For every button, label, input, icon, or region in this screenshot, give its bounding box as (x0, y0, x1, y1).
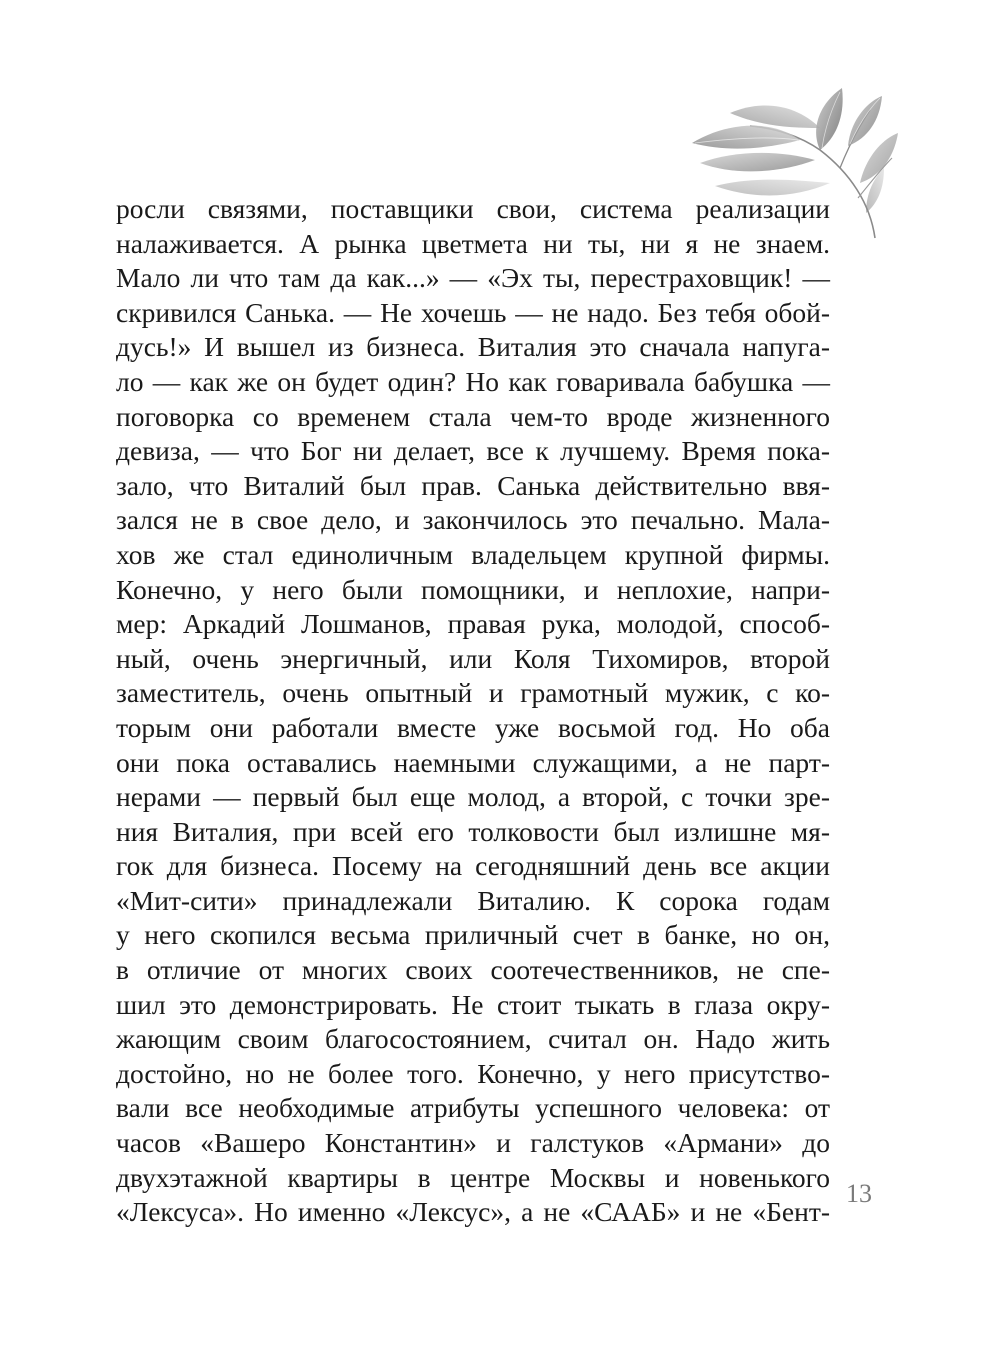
text-line: хов же стал единоличным владельцем крупной фирмы. (116, 538, 830, 570)
text-line: двухэтажной квартиры в центре Москвы и новенького (116, 1161, 830, 1193)
text-line: поговорка со временем стала чем-то вроде жизненного (116, 400, 830, 432)
text-line: дусь!» И вышел из бизнеса. Виталия это сначала напуга- (116, 331, 830, 363)
text-line: у него скопился весьма приличный счет в банке, но он, (116, 919, 830, 951)
text-line: девиза, — что Бог ни делает, все к лучшему. Время пока- (116, 435, 830, 467)
text-line: росли связями, поставщики свои, система реализации (116, 193, 830, 224)
text-line: налаживается. А рынка цветмета ни ты, ни я не знаем. (116, 227, 830, 259)
text-line: жающим своим благосостоянием, считал он. Надо жить (116, 1023, 830, 1055)
text-line: Конечно, у него были помощники, и неплохие, напри- (116, 573, 830, 605)
text-line: скривился Санька. — Не хочешь — не надо. Без тебя обой- (116, 296, 830, 328)
text-line: заместитель, очень опытный и грамотный мужик, с ко- (116, 677, 830, 709)
text-line: достойно, но не более того. Конечно, у него присутство- (116, 1057, 830, 1089)
text-line: в отличие от многих своих соотечественников, не спе- (116, 954, 830, 986)
text-line: мер: Аркадий Лошманов, правая рука, молодой, способ- (116, 608, 830, 640)
page-number: 13 (846, 1179, 872, 1208)
text-line: торым они работали вместе уже восьмой год. Но оба (116, 711, 830, 743)
text-line: ло — как же он будет один? Но как говаривала бабушка — (116, 365, 830, 397)
text-line: «Лексуса». Но именно «Лексус», а не «СААБ» и не «Бент- (116, 1196, 830, 1228)
body-text (116, 192, 830, 1230)
text-line: Мало ли что там да как...» — «Эх ты, перестраховщик! — (116, 262, 830, 294)
text-line: гок для бизнеса. Посему на сегодняшний день все акции (116, 850, 830, 882)
text-line: часов «Вашеро Константин» и галстуков «Армани» до (116, 1127, 830, 1159)
text-line: зало, что Виталий был прав. Санька действительно ввя- (116, 469, 830, 501)
text-line: ния Виталия, при всей его толковости был излишне мя- (116, 815, 830, 847)
text-line: шил это демонстрировать. Не стоит тыкать в глаза окру- (116, 988, 830, 1020)
text-line: они пока оставались наемными служащими, а не парт- (116, 746, 830, 778)
text-line: ный, очень энергичный, или Коля Тихомиров, второй (116, 642, 830, 674)
text-line: зался не в свое дело, и закончилось это печально. Мала- (116, 504, 830, 536)
text-line: «Мит-сити» принадлежали Виталию. К сорока годам (116, 884, 830, 916)
text-line: нерами — первый был еще молод, а второй, с точки зре- (116, 781, 830, 813)
text-line: вали все необходимые атрибуты успешного человека: от (116, 1092, 830, 1124)
